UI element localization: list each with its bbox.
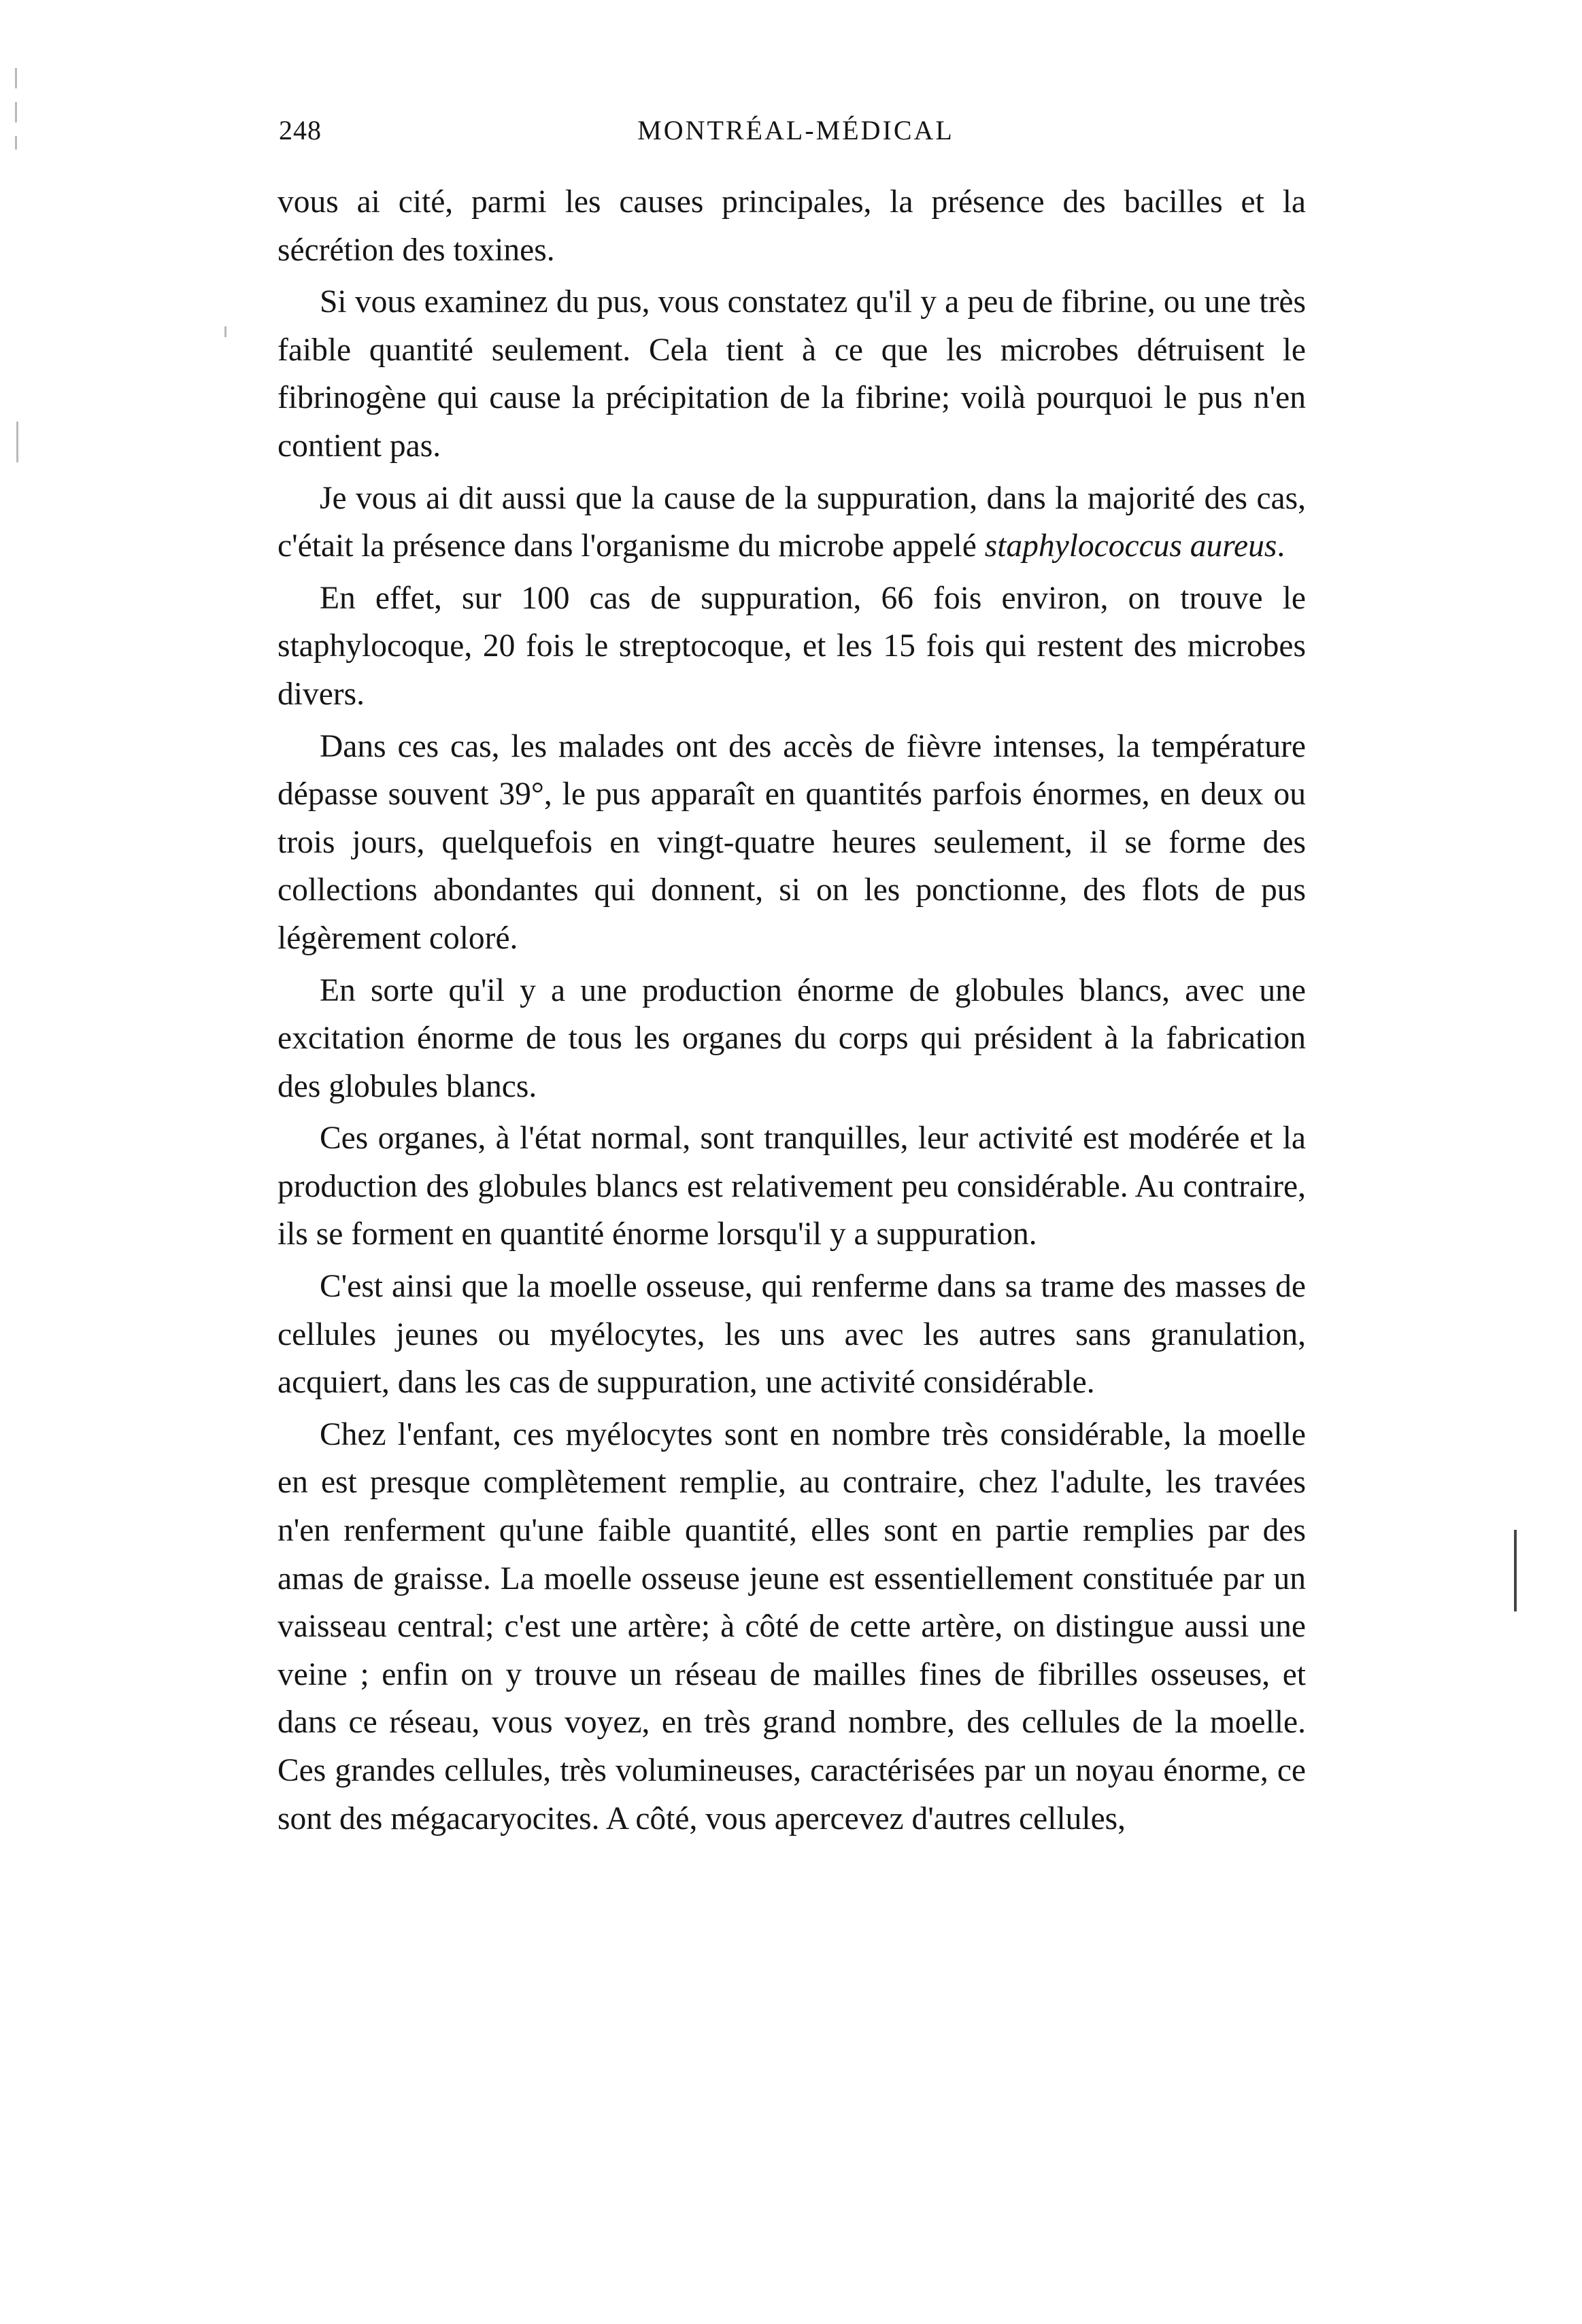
paragraph: Dans ces cas, les malades ont des accès de fièvre intenses, la température dépasse souvent 39°, le pus apparaît en quantités parfois énormes, en deux ou trois jours, quelquefois en vingt-quatre heures seulement, il se forme des collections abondantes qui donnent, si on les ponctionne, des flots de pus légèrement coloré. (277, 728, 1306, 956)
paragraph: Ces organes, à l'état normal, sont tranquilles, leur activité est modérée et la production des globules blancs est relativement peu considérable. Au contraire, ils se forment en quantité énorme lorsqu'il y a suppuration. (277, 1121, 1306, 1252)
scan-mark (15, 136, 17, 150)
paragraph-text: Je vous ai dit aussi que la cause de la suppuration, dans la majorité des cas, c'était la présence dans l'organisme du microbe appelé (277, 480, 1306, 564)
paragraph (277, 475, 1306, 570)
page-number: 248 (279, 115, 322, 146)
paragraph: vous ai cité, parmi les causes principales, la présence des bacilles et la sécrétion des toxines. (277, 184, 1306, 268)
scan-mark (16, 422, 18, 462)
body-text (277, 178, 1306, 1847)
running-head: MONTRÉAL-MÉDICAL (637, 115, 954, 146)
paragraph-text: . (1277, 528, 1285, 564)
paragraph: En sorte qu'il y a une production énorme de globules blancs, avec une excitation énorme de tous les organes du corps qui président à la fabrication des globules blancs. (277, 972, 1306, 1104)
scan-mark (15, 68, 17, 88)
species-name: staphylococcus aureus (984, 528, 1277, 564)
paragraph: Chez l'enfant, ces myélocytes sont en nombre très considérable, la moelle en est presque complètement remplie, au contraire, chez l'adulte, les travées n'en renferment qu'une faible quantité, elles sont en partie remplies par des amas de graisse. La moelle osseuse jeune est essentiellement constituée par un vaisseau central; c'est une artère; à côté de cette artère, on distingue aussi une veine ; enfin on y trouve un réseau de mailles fines de fibrilles osseuses, et dans ce réseau, vous voyez, en très grand nombre, des cellules de la moelle. Ces grandes cellules, très volumineuses, caractérisées par un noyau énorme, ce sont des mégacaryocites. A côté, vous apercevez d'autres cellules, (277, 1416, 1306, 1836)
page-header (279, 114, 1313, 155)
scan-mark (224, 326, 226, 337)
paragraph: Si vous examinez du pus, vous constatez qu'il y a peu de fibrine, ou une très faible quantité seulement. Cela tient à ce que les microbes détruisent le fibrinogène qui cause la précipitation de la fibrine; voilà pourquoi le pus n'en contient pas. (277, 284, 1306, 464)
scan-mark (1514, 1530, 1517, 1611)
scan-mark (15, 102, 17, 122)
paragraph: C'est ainsi que la moelle osseuse, qui renferme dans sa trame des masses de cellules jeunes ou myélocytes, les uns avec les autres sans granulation, acquiert, dans les cas de suppuration, une activité considérable. (277, 1269, 1306, 1401)
paragraph: En effet, sur 100 cas de suppuration, 66 fois environ, on trouve le staphylocoque, 20 fois le streptocoque, et les 15 fois qui restent des microbes divers. (277, 580, 1306, 712)
